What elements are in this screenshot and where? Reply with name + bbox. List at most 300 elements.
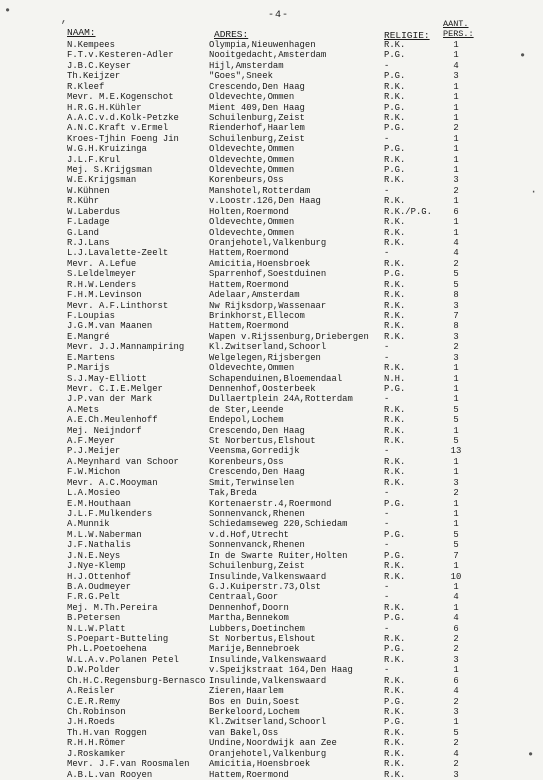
cell-religion: R.K.	[384, 310, 406, 321]
table-row	[0, 332, 543, 342]
cell-name: W.Kühnen	[67, 185, 110, 196]
table-row	[0, 603, 543, 613]
cell-address: Oranjehotel,Valkenburg	[209, 748, 327, 759]
cell-address: Amicitia,Hoensbroek	[209, 759, 311, 770]
cell-name: A.Meynhard van Schoor	[67, 456, 179, 467]
table-row	[0, 321, 543, 331]
cell-address: "Goes",Sneek	[209, 71, 273, 82]
cell-address: Undine,Noordwijk aan Zee	[209, 738, 337, 749]
table-row	[0, 71, 543, 81]
cell-address: Oldevechte,Ommen	[209, 144, 295, 155]
cell-count: 7	[453, 550, 459, 561]
table-row	[0, 186, 543, 196]
cell-address: de Ster,Leende	[209, 404, 284, 415]
table-row	[0, 123, 543, 133]
cell-address: Schuilenburg,Zeist	[209, 133, 305, 144]
cell-religion: P.G.	[384, 529, 406, 540]
table-row	[0, 436, 543, 446]
table-row	[0, 572, 543, 582]
cell-name: J.Roskamker	[67, 748, 126, 759]
cell-address: Crescendo,Den Haag	[209, 81, 305, 92]
cell-count: 1	[453, 373, 459, 384]
cell-count: 5	[453, 540, 459, 551]
cell-name: A.B.L.van Rooyen	[67, 769, 153, 780]
cell-address: Hattem,Roermond	[209, 769, 289, 780]
cell-address: Hijl,Amsterdam	[209, 60, 284, 71]
cell-address: Rienderhof,Haarlem	[209, 123, 305, 134]
cell-name: W.L.A.v.Polanen Petel	[67, 654, 179, 665]
column-header-count	[443, 19, 474, 39]
cell-address: Bos en Duin,Soest	[209, 696, 300, 707]
cell-name: A.Mets	[67, 404, 99, 415]
cell-name: J.P.van der Mark	[67, 394, 153, 405]
cell-religion: R.K.	[384, 154, 406, 165]
cell-count: 1	[453, 227, 459, 238]
cell-count: 1	[453, 133, 459, 144]
cell-address: Insulinde,Valkenswaard	[209, 654, 327, 665]
cell-name: A.E.Ch.Meulenhoff	[67, 415, 158, 426]
cell-name: J.B.C.Keyser	[67, 60, 131, 71]
cell-name: P.Marijs	[67, 363, 110, 374]
cell-count: 3	[453, 331, 459, 342]
cell-religion: P.G.	[384, 498, 406, 509]
table-row	[0, 311, 543, 321]
cell-address: Endepol,Lochem	[209, 415, 284, 426]
cell-count: 3	[453, 175, 459, 186]
cell-name: Mevr. A.Lefue	[67, 258, 137, 269]
table-row	[0, 551, 543, 561]
cell-religion: P.G.	[384, 269, 406, 280]
cell-name: A.N.C.Kraft v.Ermel	[67, 123, 169, 134]
cell-address: van Bakel,Oss	[209, 727, 279, 738]
cell-count: 3	[453, 707, 459, 717]
cell-count: 1	[453, 456, 459, 467]
table-row	[0, 165, 543, 175]
cell-name: D.W.Polder	[67, 665, 121, 676]
cell-religion: R.K.	[384, 290, 406, 301]
table-row	[0, 644, 543, 654]
table-row	[0, 530, 543, 540]
cell-count: 8	[453, 321, 459, 332]
table-row	[0, 228, 543, 238]
cell-address: Dullaertplein 24A,Rotterdam	[209, 394, 353, 405]
cell-name: W.G.H.Kruizinga	[67, 144, 147, 155]
cell-address: Sonnenvanck,Rhenen	[209, 540, 305, 551]
cell-count: 1	[453, 50, 459, 61]
cell-name: Mevr. J.F.van Roosmalen	[67, 759, 190, 770]
table-row	[0, 415, 543, 425]
page-number: -4-	[268, 10, 290, 21]
cell-address: Lubbers,Doetinchem	[209, 623, 305, 634]
cell-count: 6	[453, 206, 459, 217]
cell-name: R.H.W.Lenders	[67, 279, 137, 290]
corner-mark: •	[4, 4, 12, 18]
cell-name: Mevr. A.C.Mooyman	[67, 477, 158, 488]
cell-address: Marije,Bennebroek	[209, 644, 300, 655]
cell-name: Th.H.van Roggen	[67, 727, 147, 738]
cell-name: B.A.Oudmeyer	[67, 581, 131, 592]
cell-religion: R.K.	[384, 561, 406, 572]
cell-count: 1	[453, 40, 459, 50]
cell-address: Oldevechte,Ommen	[209, 165, 295, 176]
cell-religion: R.K.	[384, 571, 406, 582]
table-row	[0, 134, 543, 144]
cell-name: F.T.v.Kesteren-Adler	[67, 50, 174, 61]
cell-count: 3	[453, 352, 459, 363]
corner-mark: •	[527, 748, 535, 762]
cell-count: 2	[453, 258, 459, 269]
cell-religion: R.K.	[384, 456, 406, 467]
cell-address: St Norbertus,Elshout	[209, 436, 316, 447]
column-header-count-top: AANT.	[443, 19, 469, 29]
cell-name: E.Mangré	[67, 331, 110, 342]
cell-count: 5	[453, 727, 459, 738]
margin-mark: ‚	[60, 12, 68, 26]
cell-count: 6	[453, 623, 459, 634]
cell-count: 10	[450, 571, 462, 582]
cell-name: A.Munnik	[67, 519, 110, 530]
cell-address: Hattem,Roermond	[209, 321, 289, 332]
cell-address: Sparrenhof,Soestduinen	[209, 269, 327, 280]
cell-name: J.F.Nathalis	[67, 540, 131, 551]
cell-religion: R.K.	[384, 258, 406, 269]
table-row	[0, 50, 543, 60]
table-row	[0, 144, 543, 154]
cell-count: 1	[453, 519, 459, 530]
cell-address: Oldevechte,Ommen	[209, 363, 295, 374]
cell-count: 1	[453, 508, 459, 519]
cell-religion: -	[384, 185, 390, 196]
cell-religion: -	[384, 248, 390, 259]
cell-count: 4	[453, 748, 459, 759]
cell-name: L.J.Lavalette-Zeelt	[67, 248, 169, 259]
cell-religion: P.G.	[384, 613, 406, 624]
table-row	[0, 175, 543, 185]
cell-count: 5	[453, 436, 459, 447]
cell-religion: R.K.	[384, 81, 406, 92]
cell-address: Veensma,Gorredijk	[209, 446, 300, 457]
table-row	[0, 446, 543, 456]
cell-name: E.Martens	[67, 352, 115, 363]
cell-count: 1	[453, 383, 459, 394]
cell-religion: P.G.	[384, 123, 406, 134]
cell-name: Mevr. C.I.E.Melger	[67, 383, 163, 394]
cell-count: 5	[453, 279, 459, 290]
cell-count: 1	[453, 92, 459, 103]
cell-religion: R.K.	[384, 686, 406, 697]
cell-count: 2	[453, 644, 459, 655]
table-row	[0, 269, 543, 279]
cell-name: Ch.Robinson	[67, 707, 126, 717]
cell-address: Dennenhof,Doorn	[209, 602, 289, 613]
cell-religion: R.K.	[384, 738, 406, 749]
cell-address: Schuilenburg,Zeist	[209, 112, 305, 123]
cell-name: Kroes-Tjhin Foeng Jin	[67, 133, 179, 144]
cell-name: C.E.R.Remy	[67, 696, 121, 707]
table-row	[0, 738, 543, 748]
cell-address: Schapenduinen,Bloemendaal	[209, 373, 343, 384]
cell-address: Kl.Zwitserland,Schoorl	[209, 342, 327, 353]
cell-religion: P.G.	[384, 550, 406, 561]
cell-religion: R.K.	[384, 477, 406, 488]
cell-name: A.A.C.v.d.Kolk-Petzke	[67, 112, 179, 123]
table-row	[0, 697, 543, 707]
table-row	[0, 686, 543, 696]
table-row	[0, 82, 543, 92]
cell-religion: P.G.	[384, 144, 406, 155]
cell-religion: -	[384, 488, 390, 499]
table-row	[0, 374, 543, 384]
cell-religion: R.K./P.G.	[384, 206, 432, 217]
cell-religion: -	[384, 342, 390, 353]
cell-name: Mevr. A.F.Linthorst	[67, 300, 169, 311]
cell-religion: -	[384, 623, 390, 634]
table-row	[0, 561, 543, 571]
cell-religion: R.K.	[384, 654, 406, 665]
cell-religion: -	[384, 60, 390, 71]
cell-address: Smit,Terwinselen	[209, 477, 295, 488]
table-row	[0, 488, 543, 498]
cell-name: L.A.Mosieo	[67, 488, 121, 499]
table-row	[0, 363, 543, 373]
cell-name: G.Land	[67, 227, 99, 238]
cell-religion: P.G.	[384, 50, 406, 61]
cell-count: 4	[453, 238, 459, 249]
cell-count: 5	[453, 415, 459, 426]
table-row	[0, 467, 543, 477]
table-row	[0, 92, 543, 102]
cell-count: 5	[453, 269, 459, 280]
table-row	[0, 509, 543, 519]
table-row	[0, 394, 543, 404]
cell-religion: R.K.	[384, 748, 406, 759]
cell-address: G.J.Kuiperstr.73,Olst	[209, 581, 321, 592]
cell-name: J.N.E.Neys	[67, 550, 121, 561]
cell-count: 1	[453, 561, 459, 572]
cell-religion: R.K.	[384, 602, 406, 613]
cell-address: Dennenhof,Oosterbeek	[209, 383, 316, 394]
table-row	[0, 634, 543, 644]
cell-count: 1	[453, 81, 459, 92]
cell-count: 4	[453, 592, 459, 603]
table-row	[0, 103, 543, 113]
cell-count: 1	[453, 144, 459, 155]
cell-religion: P.G.	[384, 383, 406, 394]
cell-religion: -	[384, 581, 390, 592]
cell-religion: -	[384, 519, 390, 530]
cell-count: 2	[453, 488, 459, 499]
cell-count: 1	[453, 165, 459, 176]
cell-address: Hattem,Roermond	[209, 279, 289, 290]
cell-address: Schiedamseweg 220,Schiedam	[209, 519, 348, 530]
table-row	[0, 405, 543, 415]
cell-count: 2	[453, 185, 459, 196]
cell-name: S.Poepart-Butteling	[67, 634, 169, 645]
cell-name: A.F.Meyer	[67, 436, 115, 447]
cell-name: P.J.Meijer	[67, 446, 121, 457]
table-row	[0, 155, 543, 165]
cell-address: Welgelegen,Rijsbergen	[209, 352, 321, 363]
cell-religion: R.K.	[384, 238, 406, 249]
cell-address: Manshotel,Rotterdam	[209, 185, 311, 196]
cell-name: F.W.Michon	[67, 467, 121, 478]
cell-name: Mevr. M.E.Kogenschot	[67, 92, 174, 103]
cell-name: E.M.Houthaan	[67, 498, 131, 509]
table-row	[0, 280, 543, 290]
cell-address: St Norbertus,Elshout	[209, 634, 316, 645]
cell-count: 2	[453, 759, 459, 770]
cell-name: Mej. Neijndorf	[67, 425, 142, 436]
cell-name: F.Ladage	[67, 217, 110, 228]
column-header-count-bottom: PERS.:	[443, 29, 474, 39]
cell-count: 1	[453, 581, 459, 592]
cell-address: Korenbeurs,Oss	[209, 175, 284, 186]
table-row	[0, 259, 543, 269]
cell-count: 1	[453, 467, 459, 478]
cell-address: Oldevechte,Ommen	[209, 227, 295, 238]
cell-count: 3	[453, 300, 459, 311]
cell-address: Oldevechte,Ommen	[209, 217, 295, 228]
table-row	[0, 499, 543, 509]
cell-address: Olympia,Nieuwenhagen	[209, 40, 316, 50]
cell-count: 5	[453, 404, 459, 415]
cell-name: J.L.F.Krul	[67, 154, 121, 165]
cell-name: Mej. M.Th.Pereira	[67, 602, 158, 613]
cell-religion: -	[384, 394, 390, 405]
cell-count: 4	[453, 686, 459, 697]
cell-name: W.E.Krijgsman	[67, 175, 137, 186]
cell-address: Centraal,Goor	[209, 592, 279, 603]
cell-address: Zieren,Haarlem	[209, 686, 284, 697]
table-row	[0, 770, 543, 780]
table-row	[0, 624, 543, 634]
cell-count: 5	[453, 529, 459, 540]
cell-count: 6	[453, 675, 459, 686]
table-row	[0, 655, 543, 665]
cell-name: Mej. S.Krijgsman	[67, 165, 153, 176]
cell-religion: R.K.	[384, 196, 406, 207]
cell-name: R.H.H.Römer	[67, 738, 126, 749]
cell-religion: R.K.	[384, 707, 406, 717]
cell-address: Insulinde,Valkenswaard	[209, 675, 327, 686]
cell-religion: R.K.	[384, 727, 406, 738]
cell-religion: R.K.	[384, 415, 406, 426]
cell-religion: P.G.	[384, 165, 406, 176]
cell-address: Schuilenburg,Zeist	[209, 561, 305, 572]
table-row	[0, 196, 543, 206]
cell-count: 3	[453, 654, 459, 665]
cell-address: Mient 409,Den Haag	[209, 102, 305, 113]
cell-name: M.L.W.Naberman	[67, 529, 142, 540]
table-row	[0, 248, 543, 258]
cell-count: 2	[453, 696, 459, 707]
cell-count: 2	[453, 123, 459, 134]
cell-address: v.d.Hof,Utrecht	[209, 529, 289, 540]
cell-name: H.J.Ottenhof	[67, 571, 131, 582]
cell-religion: R.K.	[384, 321, 406, 332]
cell-religion: R.K.	[384, 331, 406, 342]
table-row	[0, 426, 543, 436]
margin-mark: ·	[530, 185, 538, 199]
table-row	[0, 592, 543, 602]
cell-religion: R.K.	[384, 300, 406, 311]
cell-religion: -	[384, 540, 390, 551]
cell-religion: -	[384, 665, 390, 676]
table-row	[0, 342, 543, 352]
table-row	[0, 665, 543, 675]
cell-address: v.Loostr.126,Den Haag	[209, 196, 321, 207]
table-row	[0, 301, 543, 311]
cell-count: 3	[453, 769, 459, 780]
cell-count: 1	[453, 217, 459, 228]
cell-count: 8	[453, 290, 459, 301]
cell-religion: N.H.	[384, 373, 406, 384]
cell-religion: R.K.	[384, 112, 406, 123]
cell-religion: R.K.	[384, 363, 406, 374]
table-row	[0, 613, 543, 623]
cell-address: In de Swarte Ruiter,Holten	[209, 550, 348, 561]
table-row	[0, 217, 543, 227]
cell-address: Wapen v.Rijssenburg,Driebergen	[209, 331, 369, 342]
cell-count: 1	[453, 665, 459, 676]
cell-count: 1	[453, 363, 459, 374]
cell-religion: P.G.	[384, 71, 406, 82]
cell-name: R.Kleef	[67, 81, 105, 92]
column-header-name: NAAM:	[67, 27, 96, 38]
cell-religion: -	[384, 508, 390, 519]
cell-religion: P.G.	[384, 102, 406, 113]
cell-count: 1	[453, 602, 459, 613]
cell-count: 4	[453, 613, 459, 624]
cell-address: Berkeloord,Lochem	[209, 707, 300, 717]
table-row	[0, 728, 543, 738]
table-row	[0, 207, 543, 217]
cell-count: 1	[453, 112, 459, 123]
cell-count: 4	[453, 248, 459, 259]
cell-count: 4	[453, 60, 459, 71]
cell-name: N.Kempees	[67, 40, 115, 50]
cell-address: Brinkhorst,Ellecom	[209, 310, 305, 321]
cell-religion: R.K.	[384, 759, 406, 770]
cell-address: Insulinde,Valkenswaard	[209, 571, 327, 582]
cell-name: S.J.May-Elliott	[67, 373, 147, 384]
table-row	[0, 540, 543, 550]
cell-address: Hattem,Roermond	[209, 248, 289, 259]
cell-name: F.Loupias	[67, 310, 115, 321]
cell-address: Korenbeurs,Oss	[209, 456, 284, 467]
cell-address: Tak,Breda	[209, 488, 257, 499]
cell-name: R.Kühr	[67, 196, 99, 207]
cell-religion: R.K.	[384, 404, 406, 415]
cell-religion: -	[384, 133, 390, 144]
cell-religion: R.K.	[384, 425, 406, 436]
cell-religion: -	[384, 592, 390, 603]
cell-address: Kortenaerstr.4,Roermond	[209, 498, 332, 509]
table-row	[0, 353, 543, 363]
table-row	[0, 707, 543, 717]
cell-religion: P.G.	[384, 717, 406, 728]
cell-address: Adelaar,Amsterdam	[209, 290, 300, 301]
table-row	[0, 384, 543, 394]
cell-address: Kl.Zwitserland,Schoorl	[209, 717, 327, 728]
cell-name: F.R.G.Pelt	[67, 592, 121, 603]
cell-religion: -	[384, 352, 390, 363]
cell-name: A.Reisler	[67, 686, 115, 697]
cell-name: J.G.M.van Maanen	[67, 321, 153, 332]
cell-address: Sonnenvanck,Rhenen	[209, 508, 305, 519]
cell-name: F.H.M.Levinson	[67, 290, 142, 301]
cell-count: 3	[453, 71, 459, 82]
